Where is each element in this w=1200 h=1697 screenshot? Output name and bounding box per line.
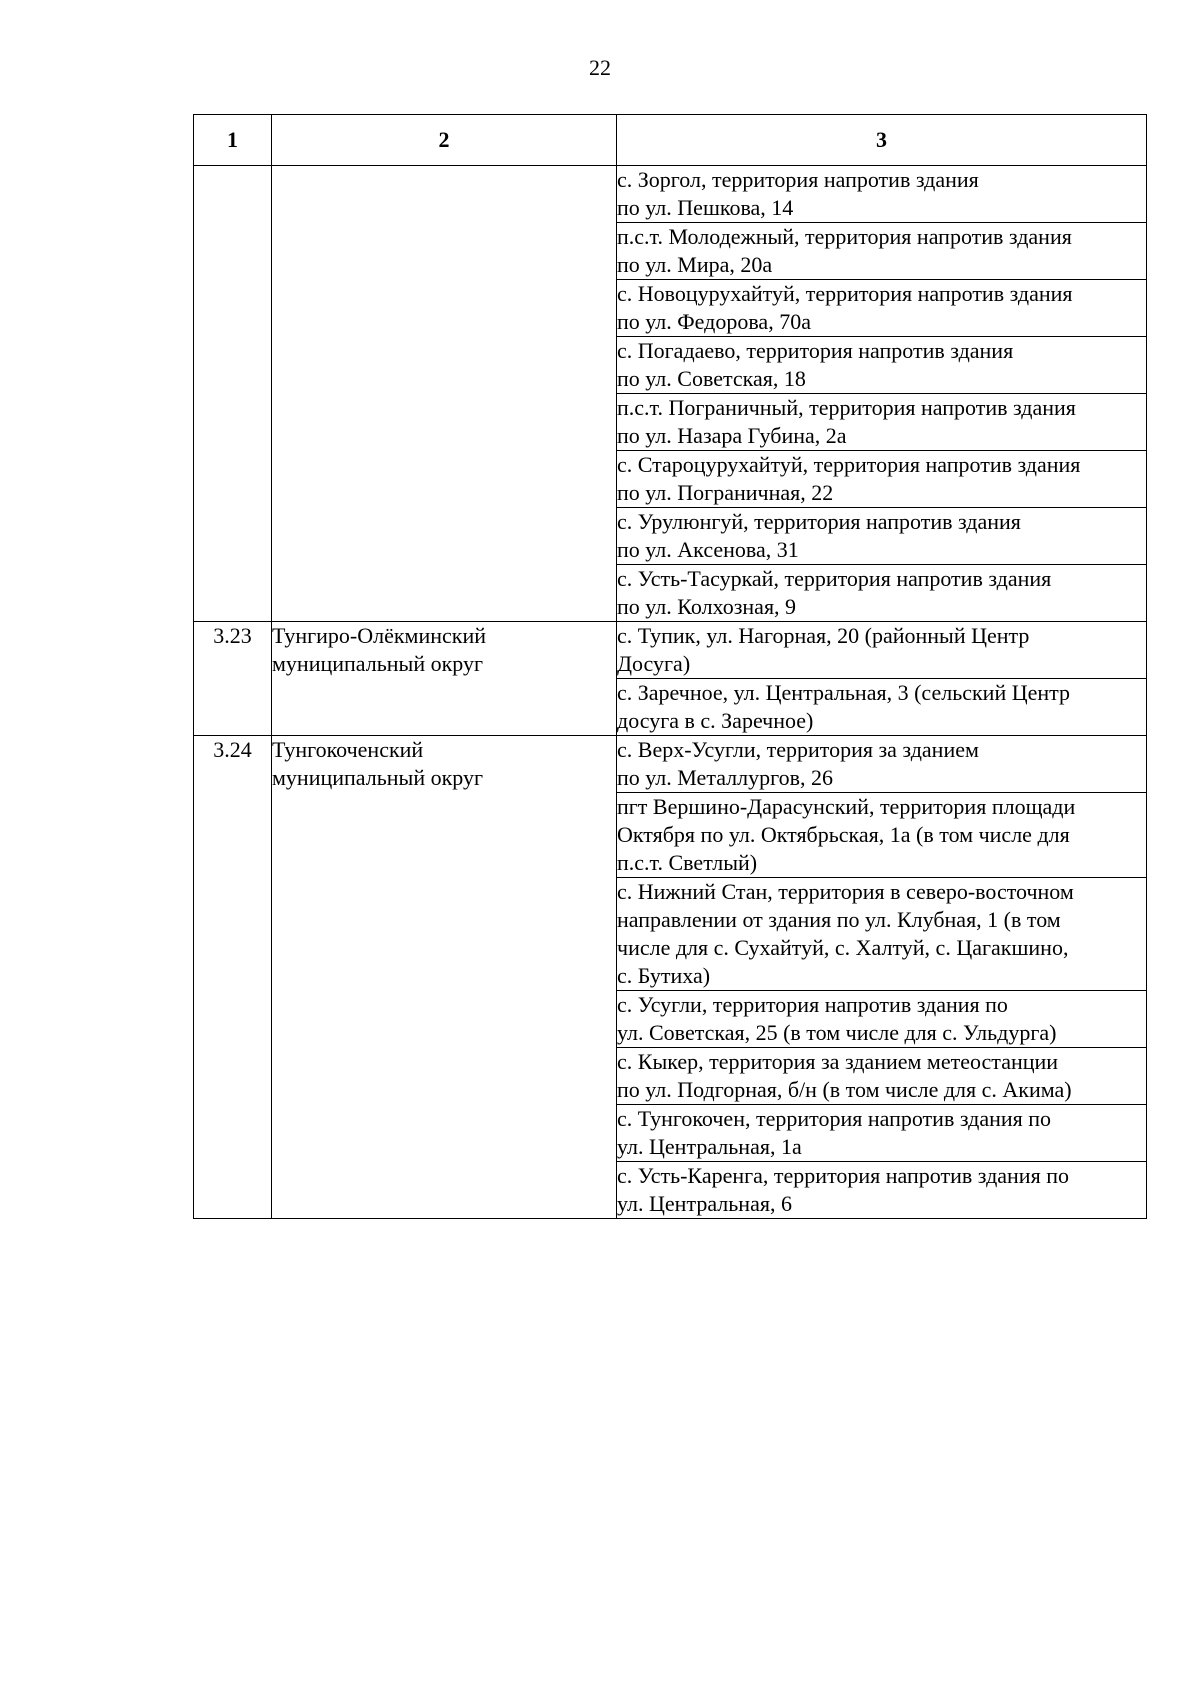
number-cell: 3.24 [194, 736, 272, 1219]
text-line: по ул. Аксенова, 31 [617, 537, 799, 562]
location-cell [617, 793, 1147, 878]
table-row [194, 622, 1147, 679]
text-line: с. Новоцурухайтуй, территория напротив здания [617, 281, 1073, 306]
text-line: с. Заречное, ул. Центральная, 3 (сельский Центр [617, 680, 1071, 705]
location-cell [617, 1105, 1147, 1162]
table-header-row [194, 115, 1147, 166]
text-line: Тунгокоченский [272, 737, 424, 762]
location-cell [617, 736, 1147, 793]
location-cell [617, 679, 1147, 736]
location-cell [617, 337, 1147, 394]
column-header-2: 2 [272, 115, 617, 166]
text-line: по ул. Металлургов, 26 [617, 765, 833, 790]
location-cell [617, 565, 1147, 622]
page-number: 22 [589, 55, 611, 80]
location-cell [617, 622, 1147, 679]
text-line: с. Погадаево, территория напротив здания [617, 338, 1014, 363]
location-cell [617, 878, 1147, 991]
text-line: муниципальный округ [272, 651, 484, 676]
location-cell [617, 991, 1147, 1048]
text-line: числе для с. Сухайтуй, с. Халтуй, с. Цагакшино, [617, 935, 1069, 960]
text-line: по ул. Пешкова, 14 [617, 195, 794, 220]
district-cell [272, 622, 617, 736]
text-line: направлении от здания по ул. Клубная, 1 (в том [617, 907, 1061, 932]
text-line: с. Усть-Тасуркай, территория напротив здания [617, 566, 1052, 591]
text-line: пгт Вершино-Дарасунский, территория площади [617, 794, 1076, 819]
text-line: по ул. Мира, 20а [617, 252, 773, 277]
text-line: по ул. Федорова, 70а [617, 309, 811, 334]
text-line: с. Кыкер, территория за зданием метеостанции [617, 1049, 1059, 1074]
column-header-1: 1 [194, 115, 272, 166]
location-cell [617, 1048, 1147, 1105]
district-cell [272, 166, 617, 622]
table-row [194, 736, 1147, 793]
text-line: п.с.т. Светлый) [617, 850, 758, 875]
text-line: п.с.т. Пограничный, территория напротив здания [617, 395, 1076, 420]
text-line: с. Староцурухайтуй, территория напротив здания [617, 452, 1081, 477]
table-row [194, 166, 1147, 223]
text-line: с. Зоргол, территория напротив здания [617, 167, 979, 192]
location-cell [617, 223, 1147, 280]
text-line: с. Тупик, ул. Нагорная, 20 (районный Центр [617, 623, 1030, 648]
text-line: с. Урулюнгуй, территория напротив здания [617, 509, 1021, 534]
location-cell [617, 280, 1147, 337]
text-line: по ул. Подгорная, б/н (в том числе для с. Акима) [617, 1077, 1072, 1102]
text-line: по ул. Колхозная, 9 [617, 594, 797, 619]
location-cell [617, 166, 1147, 223]
text-line: ул. Советская, 25 (в том числе для с. Ульдурга) [617, 1020, 1057, 1045]
text-line: с. Тунгокочен, территория напротив здания по [617, 1106, 1052, 1131]
location-cell [617, 451, 1147, 508]
text-line: п.с.т. Молодежный, территория напротив здания [617, 224, 1072, 249]
text-line: с. Усть-Каренга, территория напротив здания по [617, 1163, 1069, 1188]
text-line: с. Нижний Стан, территория в северо-восточном [617, 879, 1074, 904]
text-line: досуга в с. Заречное) [617, 708, 814, 733]
text-line: по ул. Советская, 18 [617, 366, 806, 391]
district-cell [272, 736, 617, 1219]
text-line: с. Усугли, территория напротив здания по [617, 992, 1008, 1017]
text-line: с. Бутиха) [617, 963, 711, 988]
location-cell [617, 508, 1147, 565]
table-body [194, 166, 1147, 1219]
text-line: Досуга) [617, 651, 691, 676]
number-cell: 3.23 [194, 622, 272, 736]
text-line: Тунгиро-Олёкминский [272, 623, 487, 648]
text-line: муниципальный округ [272, 765, 484, 790]
document-table [193, 114, 1147, 1219]
text-line: ул. Центральная, 1а [617, 1134, 802, 1159]
text-line: Октября по ул. Октябрьская, 1а (в том числе для [617, 822, 1070, 847]
column-header-3: 3 [617, 115, 1147, 166]
text-line: с. Верх-Усугли, территория за зданием [617, 737, 979, 762]
number-cell [194, 166, 272, 622]
text-line: по ул. Пограничная, 22 [617, 480, 834, 505]
text-line: по ул. Назара Губина, 2а [617, 423, 847, 448]
location-cell [617, 394, 1147, 451]
location-cell [617, 1162, 1147, 1219]
text-line: ул. Центральная, 6 [617, 1191, 792, 1216]
